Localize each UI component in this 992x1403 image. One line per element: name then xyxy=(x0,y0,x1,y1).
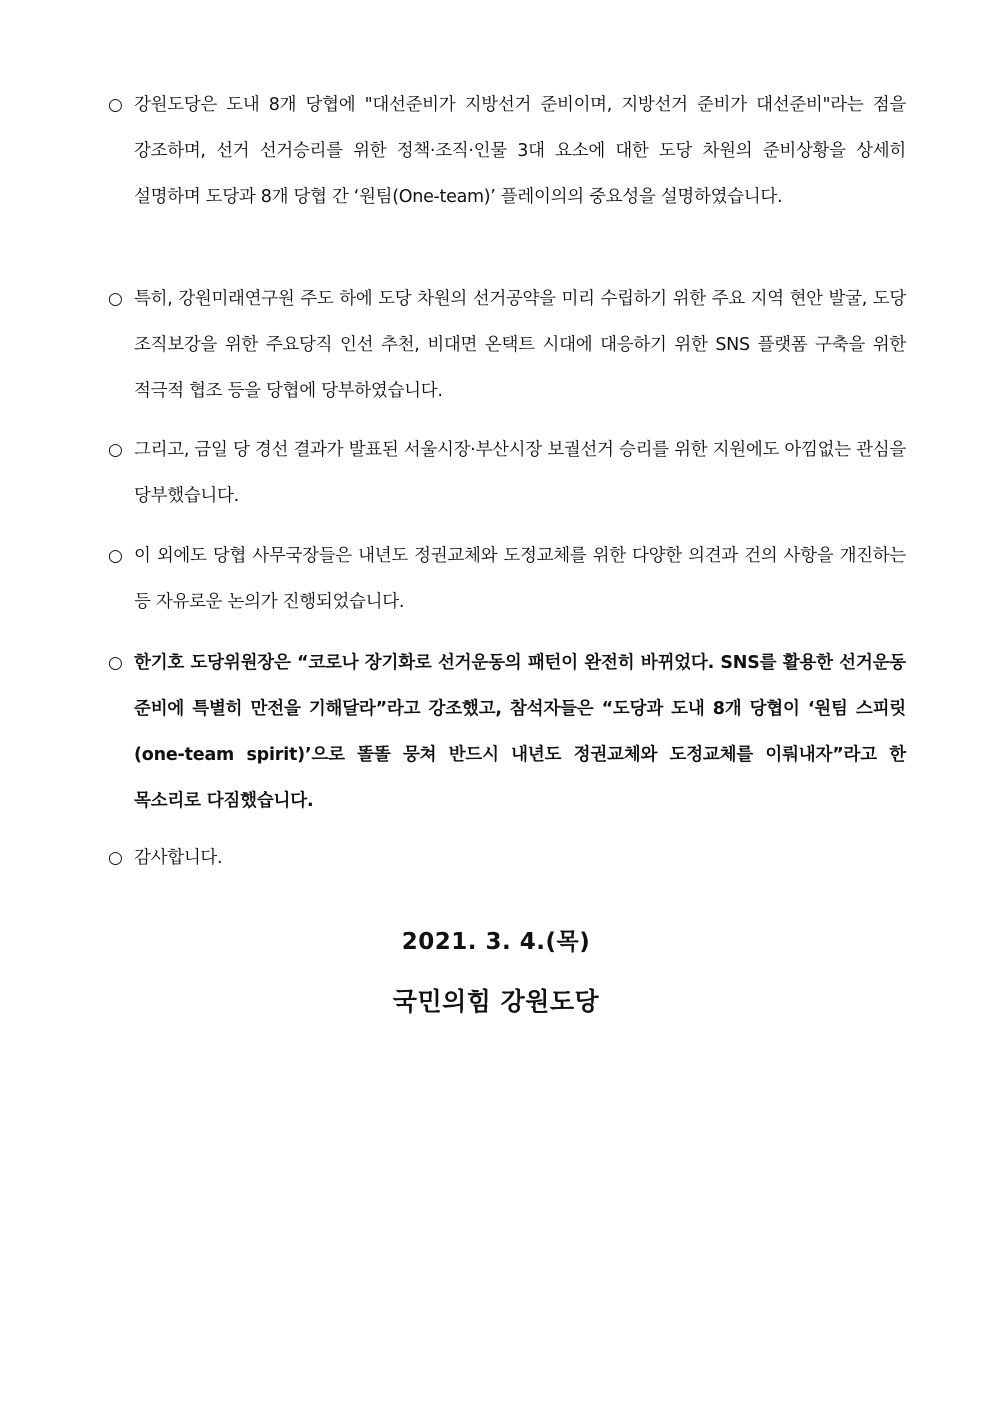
bullet-circle-icon: ○ xyxy=(108,289,123,309)
paragraph-discussion xyxy=(108,533,906,625)
bullet-circle-icon: ○ xyxy=(108,546,123,566)
organization-name: 국민의힘 강원도당 xyxy=(392,987,600,1016)
paragraph-text: 그리고, 금일 당 경선 결과가 발표된 서울시장·부산시장 보궐선거 승리를 위한 지원에도 아낌없는 관심을 당부했습니다. xyxy=(134,440,906,506)
bullet-circle-icon: ○ xyxy=(108,95,123,115)
paragraph-text: 특히, 강원미래연구원 주도 하에 도당 차원의 선거공약을 미리 수립하기 위한 주요 지역 현안 발굴, 도당 조직보강을 위한 주요당직 인선 추천, 비대면 온택트 시대에 대응하기 위한 SNS 플랫폼 구축을 위한 적극적 협조 등을 당협에 당부하였습니다. xyxy=(134,289,906,401)
paragraph-meeting-summary xyxy=(108,82,906,220)
paragraph-by-election-support xyxy=(108,427,906,519)
release-date: 2021. 3. 4.(목) xyxy=(401,929,591,955)
paragraph-text: 한기호 도당위원장은 “코로나 장기화로 선거운동의 패턴이 완전히 바뀌었다. SNS를 활용한 선거운동 준비에 특별히 만전을 기해달라”라고 강조했고, 참석자들은 “도당과 도내 8개 당협이 ‘원팀 스피릿(one-team spirit)’으로 똘똘 뭉쳐 반드시 내년도 정권교체와 도정교체를 이뤄내자”라고 한 목소리로 다짐했습니다. xyxy=(134,653,906,811)
bullet-circle-icon: ○ xyxy=(108,440,123,460)
paragraph-text: 감사합니다. xyxy=(134,848,223,868)
bullet-circle-icon: ○ xyxy=(108,848,123,868)
paragraph-text: 이 외에도 당협 사무국장들은 내년도 정권교체와 도정교체를 위한 다양한 의견과 건의 사항을 개진하는 등 자유로운 논의가 진행되었습니다. xyxy=(134,546,906,612)
paragraph-thanks xyxy=(108,835,906,881)
paragraph-text: 강원도당은 도내 8개 당협에 "대선준비가 지방선거 준비이며, 지방선거 준비가 대선준비"라는 점을 강조하며, 선거 선거승리를 위한 정책·조직·인물 3대 요소에 대한 도당 차원의 준비상황을 상세히 설명하며 도당과 8개 당협 간 ‘원팀(One-team)’ 플레이의의 중요성을 설명하였습니다. xyxy=(134,95,906,207)
paragraph-requests xyxy=(108,276,906,414)
bullet-circle-icon: ○ xyxy=(108,653,123,673)
paragraph-chairman-quote xyxy=(108,640,906,824)
